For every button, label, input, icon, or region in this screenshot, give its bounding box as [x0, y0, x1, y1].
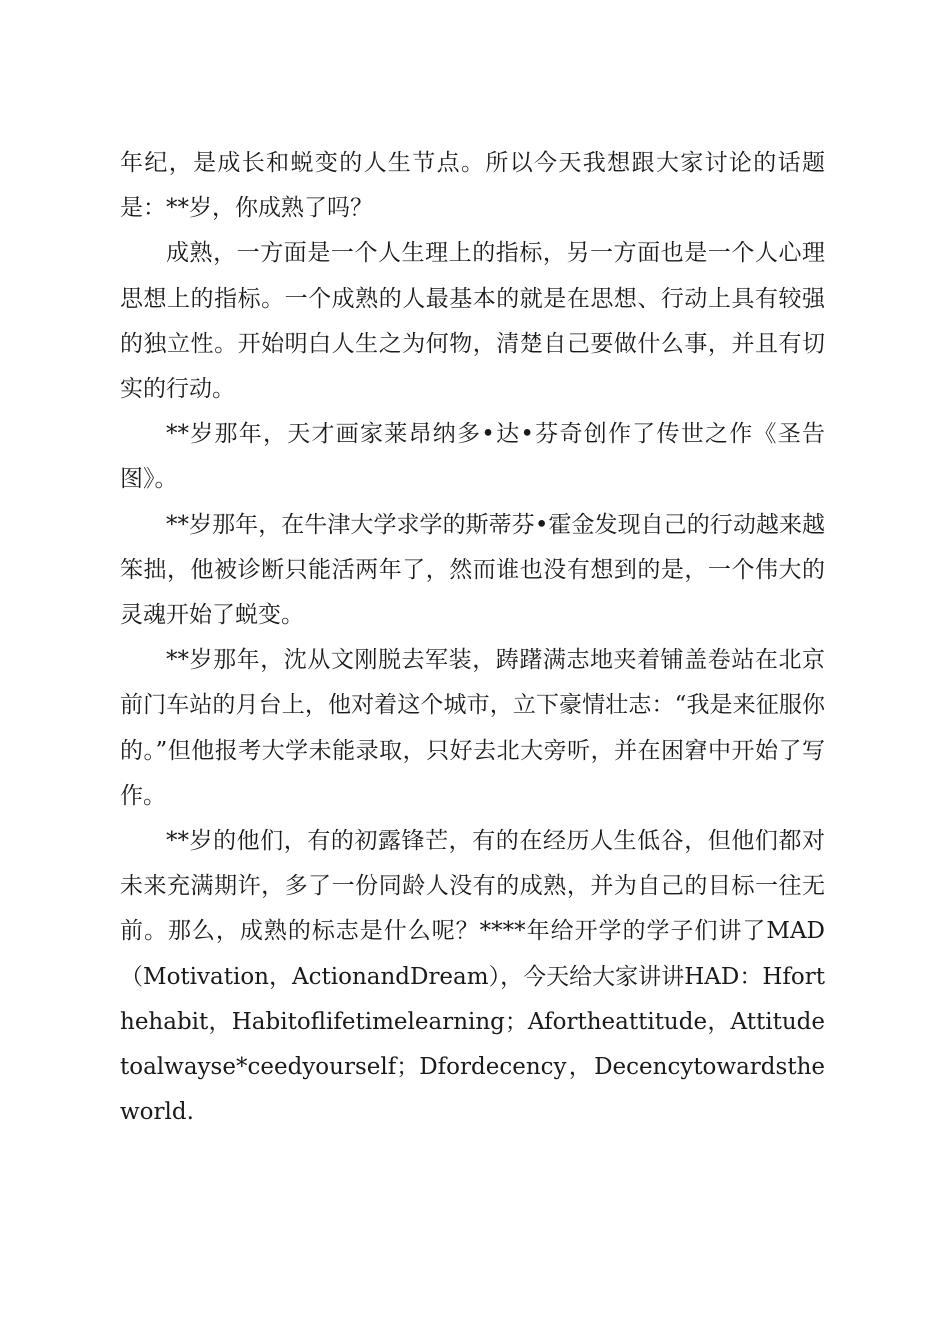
paragraph-intro-continuation: 年纪，是成长和蜕变的人生节点。所以今天我想跟大家讨论的话题是：**岁，你成熟了吗？	[120, 150, 825, 222]
paragraph-shen-congwen: **岁那年，沈从文刚脱去军装，踌躇满志地夹着铺盖卷站在北京前门车站的月台上，他对着这个城市，立下豪情壮志：“我是来征服你的。”但他报考大学未能录取，只好去北大旁听，并在困窘中开始了写作。	[120, 647, 825, 809]
paragraph-had: **岁的他们，有的初露锋芒，有的在经历人生低谷，但他们都对未来充满期许，多了一份同龄人没有的成熟，并为自己的目标一往无前。那么，成熟的标志是什么呢？****年给开学的学子们讲了MAD（Motivation，ActionandDream），今天给大家讲讲HAD：Hforthehabit，Habitoflifetimelearning；Afortheattitude，Attitudetoalwayse*ceedyourself；Dfordecency，Decencytowardstheworld.	[120, 828, 825, 1126]
paragraph-maturity-definition: 成熟，一方面是一个人生理上的指标，另一方面也是一个人心理思想上的指标。一个成熟的人最基本的就是在思想、行动上具有较强的独立性。开始明白人生之为何物，清楚自己要做什么事，并且有切实的行动。	[120, 240, 825, 403]
paragraph-hawking: **岁那年，在牛津大学求学的斯蒂芬•霍金发现自己的行动越来越笨拙，他被诊断只能活两年了，然而谁也没有想到的是，一个伟大的灵魂开始了蜕变。	[120, 511, 825, 629]
paragraph-da-vinci: **岁那年，天才画家莱昂纳多•达•芬奇创作了传世之作《圣告图》。	[120, 421, 825, 493]
document-body	[120, 141, 825, 1135]
